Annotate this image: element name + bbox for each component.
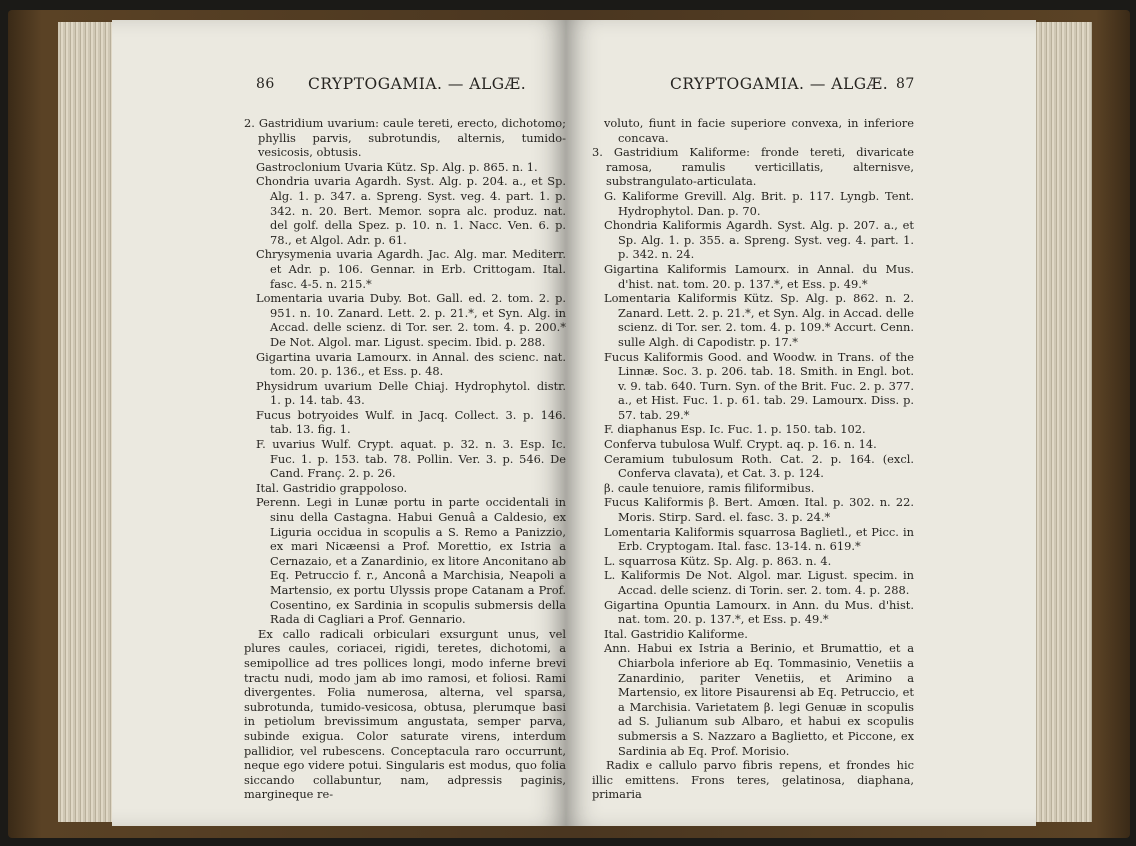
paragraph: Ceramium tubulosum Roth. Cat. 2. p. 164. (excl. Conferva clavata), et Cat. 3. p. 124. — [604, 451, 914, 481]
left-page — [112, 20, 566, 826]
paragraph: Lomentaria uvaria Duby. Bot. Gall. ed. 2. tom. 2. p. 951. n. 10. Zanard. Lett. 2. p. 21.*, et Syn. Alg. in Accad. delle scienz. di Tor. ser. 2. tom. 4. p. 200.* De Not. Algol. mar. Ligust. specim. Ibid. p. 288. — [256, 291, 566, 349]
right-page-header — [566, 72, 1036, 98]
paragraph: Fucus botryoides Wulf. in Jacq. Collect. 3. p. 146. tab. 13. fig. 1. — [256, 407, 566, 437]
left-page-header — [112, 72, 566, 98]
paragraph: Gastroclonium Uvaria Kütz. Sp. Alg. p. 865. n. 1. — [256, 159, 538, 174]
paragraph: Gigartina uvaria Lamourx. in Annal. des scienc. nat. tom. 20. p. 136., et Ess. p. 48. — [256, 349, 566, 379]
paragraph: Chondria uvaria Agardh. Syst. Alg. p. 204. a., et Sp. Alg. 1. p. 347. a. Spreng. Syst. veg. 4. part. 1. p. 342. n. 20. Bert. Memor. sopra alc. produz. nat. del golf. della Spez. p. 10. n. 1. Nacc. Ven. 6. p. 78., et Algol. Adr. p. 61. — [256, 174, 566, 247]
paragraph: Ital. Gastridio Kaliforme. — [604, 626, 748, 641]
paragraph: Lomentaria Kaliformis squarrosa Baglietl., et Picc. in Erb. Cryptogam. Ital. fasc. 13-14. n. 619.* — [604, 524, 914, 554]
paragraph: F. diaphanus Esp. Ic. Fuc. 1. p. 150. tab. 102. — [604, 422, 866, 437]
paragraph: 3. Gastridium Kaliforme: fronde tereti, divaricate ramosa, ramulis verticillatis, alternisve, substrangulato-articulata. — [592, 145, 914, 189]
paragraph: 2. Gastridium uvarium: caule tereti, erecto, dichotomo; phyllis parvis, subrotundis, alternis, tumido-vesicosis, obtusis. — [244, 116, 566, 160]
right-running-head: CRYPTOGAMIA. — ALGÆ. — [670, 75, 889, 93]
right-page-text — [592, 116, 914, 802]
paragraph: Ex callo radicali orbiculari exsurgunt unus, vel plures caules, coriacei, rigidi, teretes, dichotomi, a semipollice ad tres pollices longi, modo inferne brevi tractu nudi, modo jam ab imo ramosi, et foliosi. Rami divergentes. Folia numerosa, alterna, vel sparsa, subrotunda, tumido-vesicosa, obtusa, plerumque basi in petiolum brevissimum angustata, semper parva, subinde exigua. Color saturate virens, interdum pallidior, vel rubescens. Conceptacula raro occurrunt, neque ego videre potui. Singularis est modus, quo folia siccando collabuntur, nam, adpressis paginis, margineque re- — [244, 626, 566, 802]
right-page-number: 87 — [896, 76, 915, 92]
paragraph: Fucus Kaliformis Good. and Woodw. in Trans. of the Linnæ. Soc. 3. p. 206. tab. 18. Smith. in Engl. bot. v. 9. tab. 640. Turn. Syn. of the Brit. Fuc. 2. p. 377. a., et Hist. Fuc. 1. p. 61. tab. 29. Lamourx. Diss. p. 57. tab. 29.* — [604, 349, 914, 422]
paragraph: Ital. Gastridio grappoloso. — [256, 480, 408, 495]
right-page-stack — [1034, 22, 1092, 822]
paragraph: Gigartina Kaliformis Lamourx. in Annal. du Mus. d'hist. nat. tom. 20. p. 137.*, et Ess. p. 49.* — [604, 261, 914, 291]
paragraph: Fucus Kaliformis β. Bert. Amœn. Ital. p. 302. n. 22. Moris. Stirp. Sard. el. fasc. 3. p. 24.* — [604, 495, 914, 525]
paragraph: L. squarrosa Kütz. Sp. Alg. p. 863. n. 4. — [604, 553, 832, 568]
paragraph: L. Kaliformis De Not. Algol. mar. Ligust. specim. in Accad. delle scienz. di Torin. ser. 2. tom. 4. p. 288. — [604, 568, 914, 597]
paragraph: Physidrum uvarium Delle Chiaj. Hydrophytol. distr. 1. p. 14. tab. 43. — [256, 378, 566, 408]
paragraph: β. caule tenuiore, ramis filiformibus. — [604, 480, 815, 495]
right-page — [566, 20, 1036, 826]
paragraph: Gigartina Opuntia Lamourx. in Ann. du Mus. d'hist. nat. tom. 20. p. 137.*, et Ess. p. 49.* — [604, 597, 914, 627]
paragraph: Perenn. Legi in Lunæ portu in parte occidentali in sinu della Castagna. Habui Genuâ a Caldesio, ex Liguria occidua in scopulis a S. Remo a Panizzio, ex mari Nicæensi a Prof. Morettio, ex Istria a Cernazaio, et a Zanardinio, ex litore Anconitano ab Eq. Petruccio f. r., Anconâ a Marchisia, Neapoli a Martensio, ex portu Ulyssis prope Catanam a Prof. Cosentino, ex Sardinia in scopulis submersis della Rada di Cagliari a Prof. Gennario. — [256, 495, 566, 627]
paragraph: Chrysymenia uvaria Agardh. Jac. Alg. mar. Mediterr. et Adr. p. 106. Gennar. in Erb. Crittogam. Ital. fasc. 4-5. n. 215.* — [256, 247, 566, 291]
left-page-text — [244, 116, 566, 802]
paragraph: G. Kaliforme Grevill. Alg. Brit. p. 117. Lyngb. Tent. Hydrophytol. Dan. p. 70. — [604, 188, 914, 218]
left-page-stack — [58, 22, 116, 822]
paragraph: Chondria Kaliformis Agardh. Syst. Alg. p. 207. a., et Sp. Alg. 1. p. 355. a. Spreng. Syst. veg. 4. part. 1. p. 342. n. 24. — [604, 218, 914, 262]
left-running-head: CRYPTOGAMIA. — ALGÆ. — [308, 75, 527, 93]
left-page-number: 86 — [256, 76, 275, 92]
paragraph: Conferva tubulosa Wulf. Crypt. aq. p. 16. n. 14. — [604, 437, 877, 452]
paragraph: Radix e callulo parvo fibris repens, et frondes hic illic emittens. Frons teres, gelatinosa, diaphana, primaria — [592, 758, 914, 802]
paragraph: F. uvarius Wulf. Crypt. aquat. p. 32. n. 3. Esp. Ic. Fuc. 1. p. 153. tab. 78. Pollin. Ver. 3. p. 546. De Cand. Franç. 2. p. 26. — [256, 437, 566, 481]
paragraph: voluto, fiunt in facie superiore convexa, in inferiore concava. — [604, 116, 914, 145]
paragraph: Lomentaria Kaliformis Kütz. Sp. Alg. p. 862. n. 2. Zanard. Lett. 2. p. 21.*, et Syn. Alg. in Accad. delle scienz. di Tor. ser. 2. tom. 4. p. 109.* Accurt. Cenn. sulle Algh. di Capodistr. p. 17.* — [604, 291, 914, 349]
paragraph: Ann. Habui ex Istria a Berinio, et Brumattio, et a Chiarbola inferiore ab Eq. Tommasinio, Venetiis a Zanardinio, pariter Venetiis, et Arimino a Martensio, ex litore Pisaurensi ab Eq. Petruccio, et a Marchisia. Varietatem β. legi Genuæ in scopulis ad S. Julianum sub Albaro, et habui ex scopulis submersis a S. Nazzaro a Baglietto, et Piccone, ex Sardinia ab Eq. Prof. Morisio. — [604, 641, 914, 758]
